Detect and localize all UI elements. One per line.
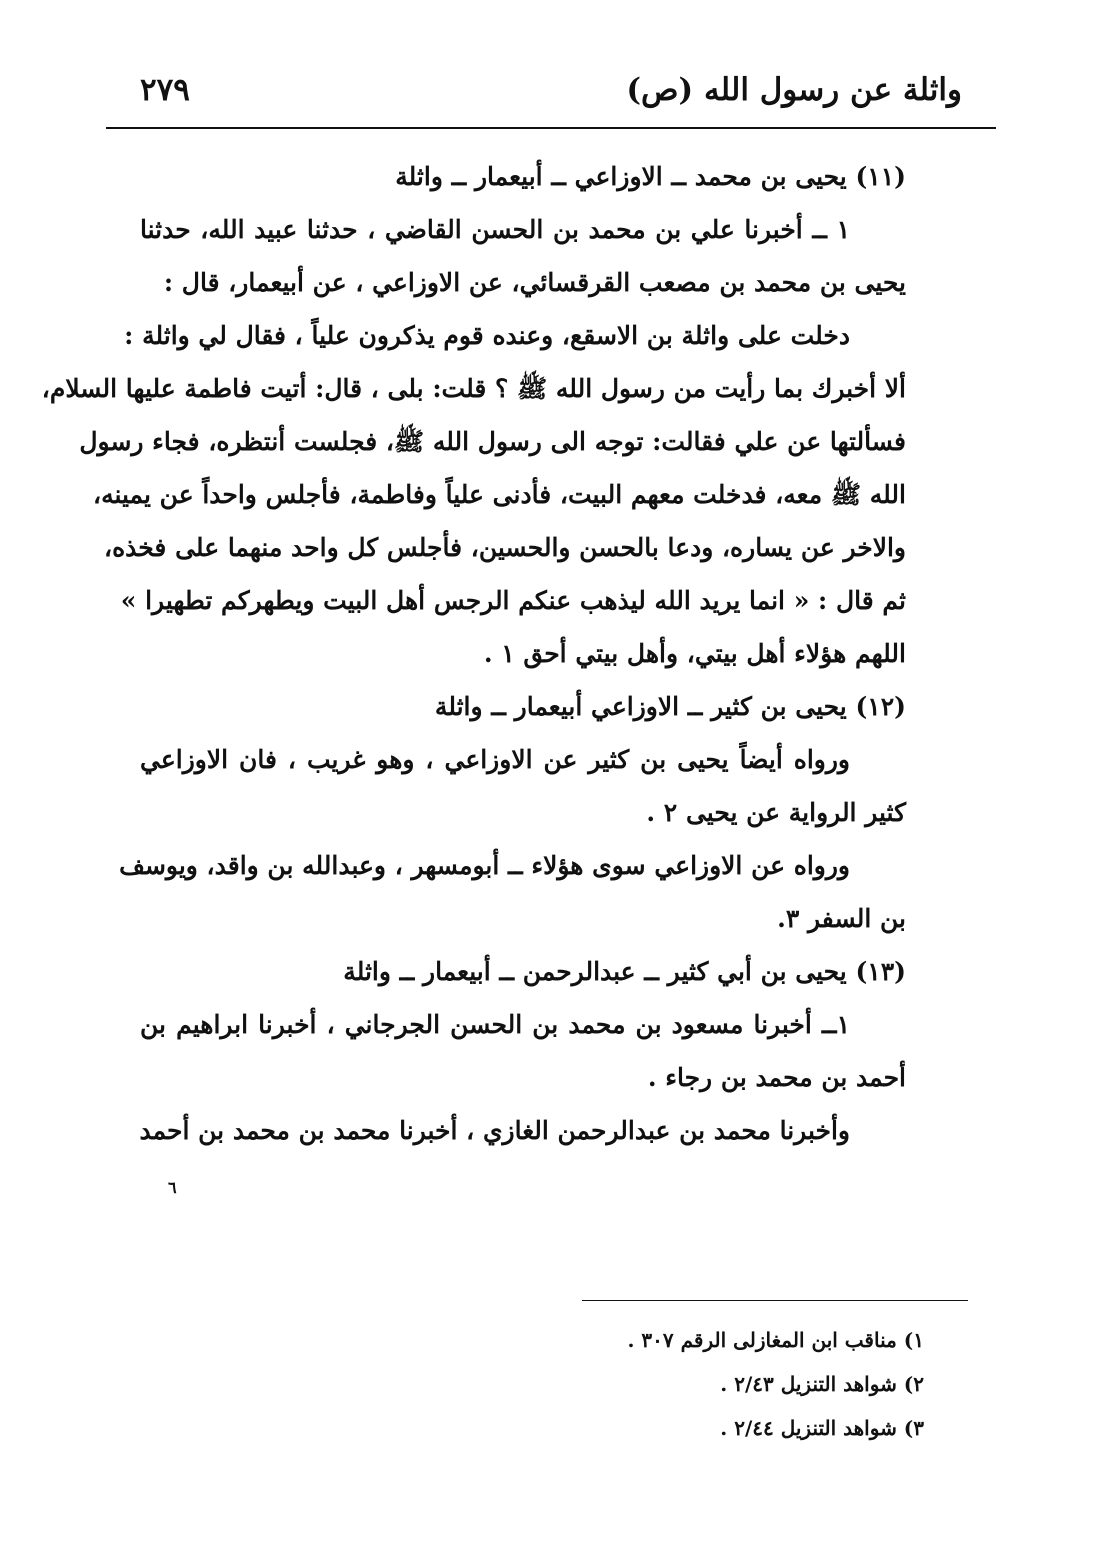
footnote-2: ٢) شواهد التنزيل ٢/٤٣ .	[720, 1372, 924, 1396]
text-line: بن السفر ٣.	[777, 904, 906, 933]
text-line: ورواه عن الاوزاعي سوى هؤلاء ــ أبومسهر ، وعبدالله بن واقد، ويوسف	[119, 851, 850, 880]
text-line: ١ــ أخبرنا مسعود بن محمد بن الحسن الجرجاني ، أخبرنا ابراهيم بن	[140, 1010, 850, 1039]
page-number: ٢٧٩	[140, 72, 190, 108]
text-line: اللهم هؤلاء أهل بيتي، وأهل بيتي أحق ١ .	[483, 639, 906, 668]
paragraph-narration	[41, 309, 962, 680]
text-line: والاخر عن يساره، ودعا بالحسن والحسين، فأجلس كل واحد منهما على فخذه،	[104, 533, 906, 562]
footnote-1: ١) مناقب ابن المغازلى الرقم ٣٠٧ .	[627, 1328, 924, 1352]
footnote-3: ٣) شواهد التنزيل ٢/٤٤ .	[720, 1416, 924, 1440]
text-line: يحيى بن محمد بن مصعب القرقسائي، عن الاوزاعي ، عن أبيعمار، قال :	[163, 268, 906, 297]
text-line: الله ﷺ معه، فدخلت معهم البيت، فأدنى علياً وفاطمة، فأجلس واحداً عن يمينه،	[93, 480, 906, 509]
text-line: كثير الرواية عن يحيى ٢ .	[646, 798, 906, 827]
text-line: ألا أخبرك بما رأيت من رسول الله ﷺ ؟ قلت: بلى ، قال: أتيت فاطمة عليها السلام،	[41, 374, 906, 403]
margin-mark: ٦	[168, 1178, 177, 1197]
text-line: ١ ــ أخبرنا علي بن محمد بن الحسن القاضي ، حدثنا عبيد الله، حدثنا	[140, 215, 850, 244]
footnotes	[627, 1318, 924, 1450]
footnote-rule	[582, 1300, 968, 1301]
paragraph-isnad-3	[140, 1104, 962, 1157]
section-heading-11: (١١) يحيى بن محمد ــ الاوزاعي ــ أبيعمار ــ واثلة	[395, 162, 906, 191]
text-line: دخلت على واثلة بن الاسقع، وعنده قوم يذكرون علياً ، فقال لي واثلة :	[124, 321, 850, 350]
text-line: فسألتها عن علي فقالت: توجه الى رسول الله ﷺ، فجلست أنتظره، فجاء رسول	[79, 427, 906, 456]
text-line: وأخبرنا محمد بن عبدالرحمن الغازي ، أخبرنا محمد بن محمد بن أحمد	[139, 1116, 850, 1145]
section-heading-12: (١٢) يحيى بن كثير ــ الاوزاعي أبيعمار ــ واثلة	[434, 692, 906, 721]
paragraph-riwaya-1	[140, 733, 962, 839]
text-line: ورواه أيضاً يحيى بن كثير عن الاوزاعي ، وهو غريب ، فان الاوزاعي	[140, 745, 850, 774]
header-rule	[106, 127, 996, 129]
paragraph-riwaya-2	[119, 839, 962, 945]
paragraph-isnad-2	[140, 998, 962, 1104]
text-line: أحمد بن محمد بن رجاء .	[647, 1063, 906, 1092]
page-body	[41, 150, 962, 1157]
running-head	[140, 72, 962, 122]
section-heading-13: (١٣) يحيى بن أبي كثير ــ عبدالرحمن ــ أبيعمار ــ واثلة	[343, 957, 906, 986]
paragraph-isnad-1	[140, 203, 962, 309]
text-line: ثم قال : « انما يريد الله ليذهب عنكم الرجس أهل البيت ويطهركم تطهيرا »	[120, 586, 906, 615]
running-title: واثلة عن رسول الله (ص)	[626, 72, 962, 108]
